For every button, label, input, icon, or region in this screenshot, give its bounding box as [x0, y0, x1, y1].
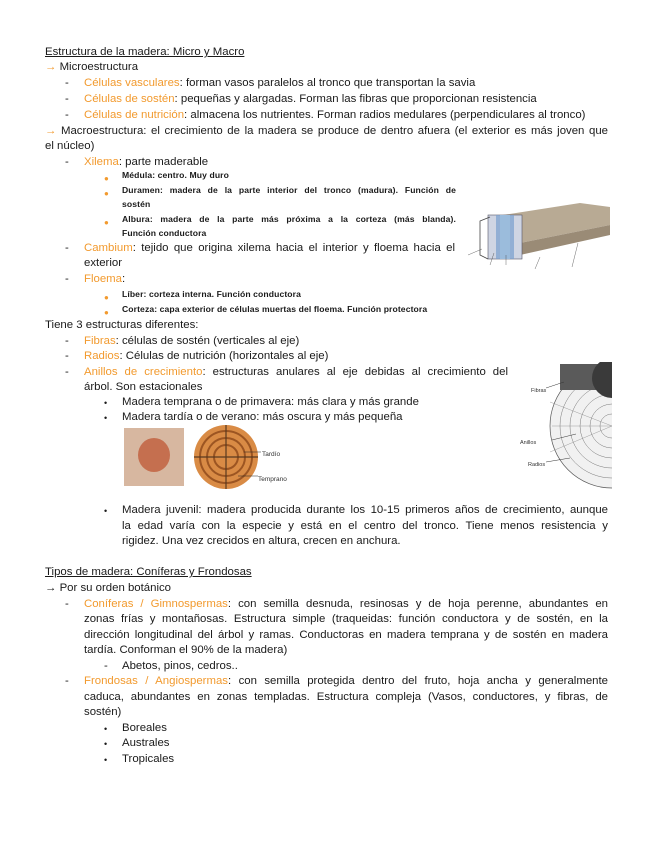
- sub-item-tardia: Madera tardía o de verano: más oscura y más pequeña: [122, 411, 403, 423]
- macro-text: Macroestructura: el crecimiento de la madera se produce de dentro afuera (el exterior es más joven que: [60, 125, 608, 137]
- list-item-radios: [84, 349, 328, 364]
- term: Floema: [84, 273, 122, 285]
- sub-item-albura-2: Función conductora: [122, 228, 207, 238]
- list-item-floema: [84, 272, 125, 287]
- dash: -: [65, 109, 69, 121]
- pointer-line: [572, 243, 578, 267]
- dash: -: [65, 335, 69, 347]
- sub-item-juvenil-1: Madera juvenil: madera producida durante los 10-15 primeros años de crecimiento, aunque: [122, 504, 608, 516]
- dash: -: [65, 350, 69, 362]
- term: Xilema: [84, 156, 119, 168]
- macro-line-2: el núcleo): [45, 140, 95, 152]
- heartwood-patch: [138, 438, 170, 472]
- figure-label-radios: Radios: [528, 462, 546, 468]
- dash: -: [65, 675, 69, 687]
- definition: : forman vasos paralelos al tronco que transportan la savia: [179, 77, 476, 89]
- ring-closeup-photo: [188, 424, 268, 490]
- dash: -: [65, 366, 69, 378]
- list-item: [84, 92, 537, 107]
- three-structures-heading: Tiene 3 estructuras diferentes:: [45, 319, 199, 331]
- bullet-icon: ●: [104, 174, 109, 183]
- dash: -: [65, 598, 69, 610]
- section-title-types: Tipos de madera: Coníferas y Frondosas: [45, 566, 252, 578]
- term: Células de sostén: [84, 93, 175, 105]
- list-item-tropicales: Tropicales: [122, 753, 175, 765]
- bullet-icon: •: [104, 413, 108, 423]
- list-item-australes: Australes: [122, 737, 170, 749]
- bullet-icon: •: [104, 506, 108, 516]
- coniferas-line-3: dirección longitudinal del árbol y ramas. Conductoras en madera temprana y de sostén en madera: [84, 629, 608, 641]
- list-item-frondosas: [84, 674, 608, 689]
- coniferas-line-2: zonas frías y montañosas. Estructura simple (traqueidas: función conductora y de sostén, en la: [84, 613, 608, 625]
- definition: : células de sostén (verticales al eje): [115, 335, 300, 347]
- bullet-icon: ●: [104, 308, 109, 317]
- arrow-icon: →: [45, 125, 57, 137]
- definition: : parte maderable: [118, 156, 209, 168]
- dash: -: [65, 77, 69, 89]
- figure-label-temprano: Temprano: [258, 476, 287, 483]
- bullet-icon: ●: [104, 293, 109, 302]
- dash: -: [65, 93, 69, 105]
- dash: -: [65, 242, 69, 254]
- sub-item-duramen-2: sostén: [122, 199, 151, 209]
- sub-item-albura-1: Albura: madera de la parte más próxima a la corteza (más blanda).: [122, 214, 456, 224]
- bullet-icon: •: [104, 724, 108, 734]
- dash: -: [65, 156, 69, 168]
- botanic-heading-text: Por su orden botánico: [59, 582, 172, 594]
- term: Anillos de crecimiento: [84, 366, 203, 378]
- coniferas-line-4: tardía. Conforman el 90% de la madera): [84, 644, 288, 656]
- wood-sample-photo: [124, 428, 184, 486]
- bullet-icon: ●: [104, 218, 109, 227]
- term: Cambium: [84, 242, 133, 254]
- definition: : con semilla desnuda, resinosas y de hoja perenne, abundantes en: [227, 598, 608, 610]
- coniferas-examples: Abetos, pinos, cedros..: [122, 660, 238, 672]
- list-item-fibras: [84, 334, 299, 349]
- sub-item-medula: Médula: centro. Muy duro: [122, 170, 229, 180]
- list-item-cambium: [84, 241, 455, 256]
- term: Coníferas / Gimnospermas: [84, 598, 228, 610]
- micro-heading-text: Microestructura: [59, 61, 139, 73]
- pointer-line: [535, 257, 540, 269]
- sub-item-duramen-1: Duramen: madera de la parte interior del tronco (madura). Función de: [122, 185, 456, 195]
- sub-item-juvenil-3: rigidez. Una vez crecidos en altura, crecen en anchura.: [122, 535, 401, 547]
- arrow-icon: →: [45, 61, 57, 73]
- frondosas-line-2: caduca, abundantes en zonas templadas. Estructura compleja (Vasos, conductores, y fibras, de: [84, 691, 608, 703]
- list-item: [84, 108, 585, 123]
- bullet-icon: •: [104, 398, 108, 408]
- bullet-icon: ●: [104, 189, 109, 198]
- definition: : tejido que origina xilema hacia el interior y floema hacia el: [132, 242, 455, 254]
- frondosas-line-3: sostén): [84, 706, 122, 718]
- micro-heading: [45, 60, 138, 75]
- list-item-boreales: Boreales: [122, 722, 167, 734]
- sub-item-temprana: Madera temprana o de primavera: más clara y más grande: [122, 396, 419, 408]
- figure-label-anillos: Anillos: [520, 440, 537, 446]
- term: Frondosas / Angiospermas: [84, 675, 228, 687]
- trunk-section-diagram: [460, 195, 615, 277]
- botanic-heading: [45, 581, 171, 596]
- figure-label-tardio: Tardío: [262, 451, 281, 458]
- definition: : con semilla protegida dentro del fruto, hoja ancha y generalmente: [228, 675, 608, 687]
- figure-label-fibras: Fibras: [531, 388, 547, 394]
- term: Células de nutrición: [84, 109, 185, 121]
- cambium-line-2: exterior: [84, 257, 122, 269]
- dash: -: [65, 273, 69, 285]
- dash: -: [104, 660, 108, 672]
- list-item-coniferas: [84, 597, 608, 612]
- term: Radios: [84, 350, 120, 362]
- arrow-icon: →: [45, 582, 57, 594]
- bullet-icon: •: [104, 755, 108, 765]
- trunk-pith: [500, 215, 510, 259]
- sub-item-juvenil-2: la edad varía con la especie y está en el centro del tronco. Tiene menos resistencia y: [122, 520, 608, 532]
- bullet-icon: •: [104, 739, 108, 749]
- term: Células vasculares: [84, 77, 180, 89]
- definition: : Células de nutrición (horizontales al eje): [119, 350, 329, 362]
- list-item-anillos: [84, 365, 508, 380]
- section-title-structure: Estructura de la madera: Micro y Macro: [45, 46, 245, 58]
- list-item-xilema: [84, 155, 208, 170]
- list-item: [84, 76, 475, 91]
- definition: : pequeñas y alargadas. Forman las fibras que proporcionan resistencia: [174, 93, 537, 105]
- definition: :: [121, 273, 126, 285]
- definition: : almacena los nutrientes. Forman radios medulares (perpendiculares al tronco): [184, 109, 586, 121]
- macro-line-1: [45, 124, 608, 139]
- term: Fibras: [84, 335, 116, 347]
- anillos-line-2: árbol. Son estacionales: [84, 381, 203, 393]
- definition: : estructuras anulares al eje debidas al crecimiento del: [202, 366, 508, 378]
- sub-item-liber: Líber: corteza interna. Función conductora: [122, 289, 301, 299]
- sub-item-corteza: Corteza: capa exterior de células muertas del floema. Función protectora: [122, 304, 428, 314]
